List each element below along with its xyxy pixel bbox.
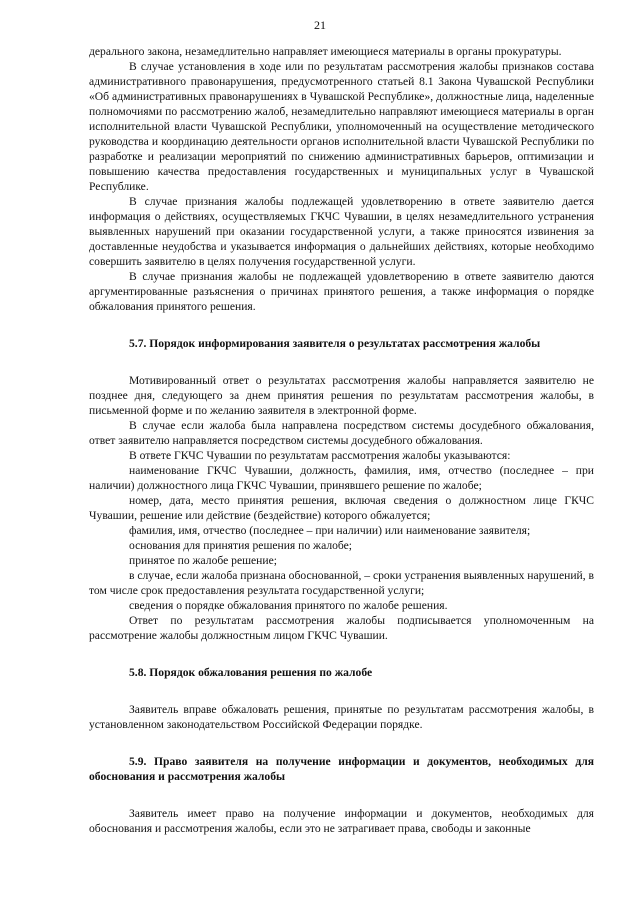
paragraph: фамилия, имя, отчество (последнее – при наличии) или наименование заявителя; <box>129 524 531 537</box>
paragraph: В случае признания жалобы подлежащей удовлетворению в ответе заявителю дается информация о действиях, осуществляемых ГКЧС Чувашии, в целях незамедлительного устранения выявленных нарушений при оказании государственной услуги, а также приносятся извинения за доставленные неудобства и указывается информация о дальнейших действиях, которые необходимо совершить заявителю в целях получения государственной услуги. <box>89 195 594 268</box>
section-heading: 5.8. Порядок обжалования решения по жалобе <box>129 666 373 679</box>
paragraph: наименование ГКЧС Чувашии, должность, фамилия, имя, отчество (последнее – при наличии) должностного лица ГКЧС Чувашии, принявшего решение по жалобе; <box>89 464 594 492</box>
section-gap <box>89 351 594 373</box>
section-heading: 5.9. Право заявителя на получение информации и документов, необходимых для обоснования и рассмотрения жалобы <box>89 755 594 783</box>
paragraph: Заявитель имеет право на получение информации и документов, необходимых для обоснования и рассмотрения жалобы, если это не затрагивает права, свободы и законные <box>89 807 594 835</box>
page-number: 21 <box>314 18 326 32</box>
paragraph: Заявитель вправе обжаловать решения, принятые по результатам рассмотрения жалобы, в установленном законодательством Российской Федерации порядке. <box>89 703 594 731</box>
section-gap <box>89 784 594 806</box>
paragraph: в случае, если жалоба признана обоснованной, – сроки устранения выявленных нарушений, в том числе срок предоставления результата государственной услуги; <box>89 569 595 597</box>
section-gap <box>89 643 594 665</box>
section-gap <box>89 732 594 754</box>
paragraph: дерального закона, незамедлительно направляет имеющиеся материалы в органы прокуратуры. <box>89 45 562 58</box>
paragraph: В случае если жалоба была направлена посредством системы досудебного обжалования, ответ заявителю направляется посредством системы досудебного обжалования. <box>89 419 594 447</box>
paragraph: сведения о порядке обжалования принятого по жалобе решения. <box>129 599 448 612</box>
section-gap <box>89 680 594 702</box>
paragraph: Ответ по результатам рассмотрения жалобы подписывается уполномоченным на рассмотрение жалобы должностным лицом ГКЧС Чувашии. <box>89 614 594 642</box>
section-gap <box>89 314 594 336</box>
paragraph: принятое по жалобе решение; <box>129 554 277 567</box>
paragraph: Мотивированный ответ о результатах рассмотрения жалобы направляется заявителю не позднее дня, следующего за днем принятия решения по результатам рассмотрения жалобы, в письменной форме и по желанию заявителя в электронной форме. <box>89 374 594 417</box>
paragraph: В ответе ГКЧС Чувашии по результатам рассмотрения жалобы указываются: <box>129 449 511 462</box>
document-body <box>89 44 594 836</box>
paragraph: В случае установления в ходе или по результатам рассмотрения жалобы признаков состава административного правонарушения, предусмотренного статьей 8.1 Закона Чувашской Республики «Об административных правонарушениях в Чувашской Республике», должностные лица, наделенные полномочиями по рассмотрению жалоб, незамедлительно направляют имеющиеся материалы в орган исполнительной власти Чувашской Республики, уполномоченный на осуществление методического руководства и координацию деятельности органов исполнительной власти Чувашской Республики по разработке и реализации мероприятий по снижению административных барьеров, оптимизации и повышению качества предоставления государственных и муниципальных услуг в Чувашской Республике. <box>89 60 594 193</box>
paragraph: основания для принятия решения по жалобе; <box>129 539 353 552</box>
paragraph: В случае признания жалобы не подлежащей удовлетворению в ответе заявителю даются аргументированные разъяснения о причинах принятого решения, а также информация о порядке обжалования принятого решения. <box>89 270 594 313</box>
section-heading: 5.7. Порядок информирования заявителя о результатах рассмотрения жалобы <box>129 337 541 350</box>
paragraph: номер, дата, место принятия решения, включая сведения о должностном лице ГКЧС Чувашии, решение или действие (бездействие) которого обжалуется; <box>89 494 594 522</box>
